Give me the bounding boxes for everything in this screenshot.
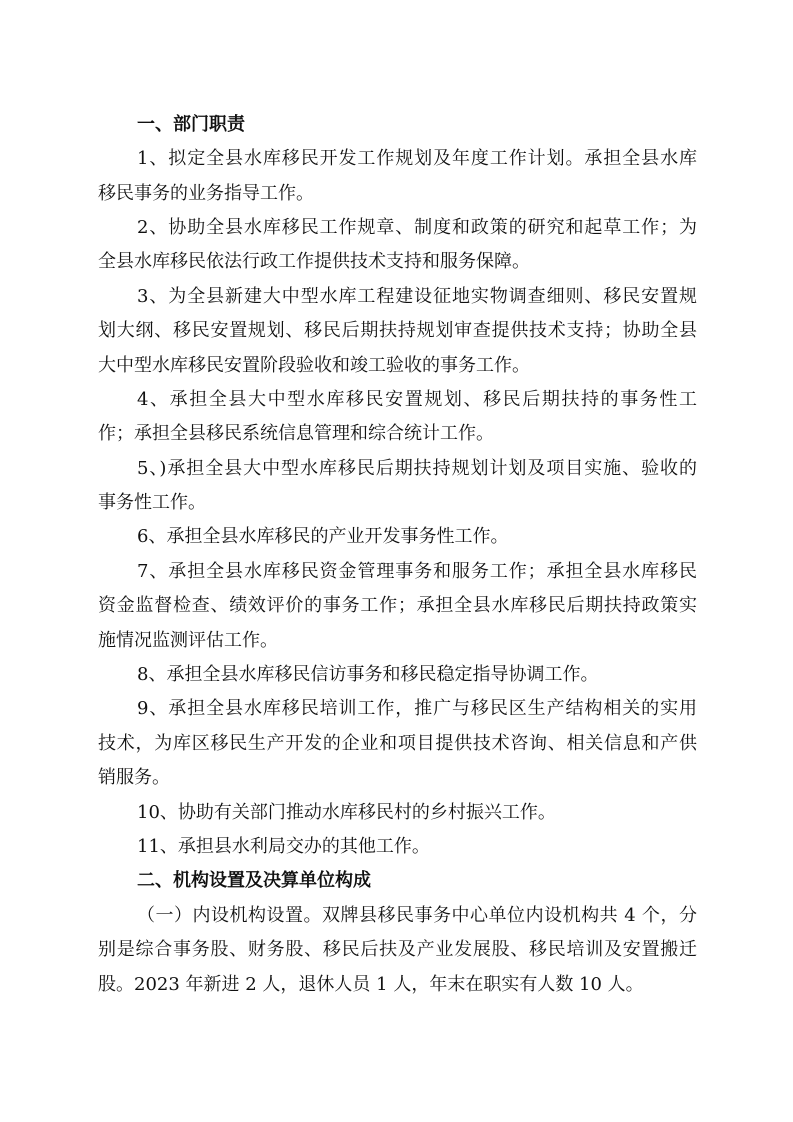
text-line: 2、协助全县水库移民工作规章、制度和政策的研究和起草工作；为 [137,216,697,238]
section-heading: 二、机构设置及决算单位构成 [137,870,371,892]
text-line: 施情况监测评估工作。 [98,629,278,651]
text-line: 资金监督检查、绩效评价的事务工作；承担全县水库移民后期扶持政策实 [98,595,697,617]
text-line: 3、为全县新建大中型水库工程建设征地实物调查细则、移民安置规 [137,285,697,307]
text-line: 9、承担全县水库移民培训工作，推广与移民区生产结构相关的实用 [137,698,697,720]
text-line: 6、承担全县水库移民的产业开发事务性工作。 [137,526,509,548]
text-line: 10、协助有关部门推动水库移民村的乡村振兴工作。 [137,801,556,823]
section-heading: 一、部门职责 [137,113,245,135]
text-line: 别是综合事务股、财务股、移民后扶及产业发展股、移民培训及安置搬迁 [98,939,697,961]
text-line: 全县水库移民依法行政工作提供技术支持和服务保障。 [98,251,530,273]
text-line: 大中型水库移民安置阶段验收和竣工验收的事务工作。 [98,354,530,376]
text-line: 5、)承担全县大中型水库移民后期扶持规划计划及项目实施、验收的 [137,457,697,479]
document-page [98,108,697,1002]
text-line: 技术，为库区移民生产开发的企业和项目提供技术咨询、相关信息和产供 [98,732,697,754]
text-line: （一）内设机构设置。双牌县移民事务中心单位内设机构共 4 个，分 [137,904,697,926]
text-line: 作；承担全县移民系统信息管理和综合统计工作。 [98,423,494,445]
text-line: 7、承担全县水库移民资金管理事务和服务工作；承担全县水库移民 [137,560,697,582]
text-line: 移民事务的业务指导工作。 [98,182,314,204]
text-line: 划大纲、移民安置规划、移民后期扶持规划审查提供技术支持；协助全县 [98,320,697,342]
text-line: 销服务。 [98,767,170,789]
text-line: 11、承担县水利局交办的其他工作。 [137,836,430,857]
text-line: 1、拟定全县水库移民开发工作规划及年度工作计划。承担全县水库 [137,148,697,170]
text-line: 事务性工作。 [98,492,206,514]
text-line: 4、承担全县大中型水库移民安置规划、移民后期扶持的事务性工 [137,388,697,410]
text-line: 8、承担全县水库移民信访事务和移民稳定指导协调工作。 [137,664,599,686]
text-line: 股。2023 年新进 2 人，退休人员 1 人，年末在职实有人数 10 人。 [98,973,644,995]
